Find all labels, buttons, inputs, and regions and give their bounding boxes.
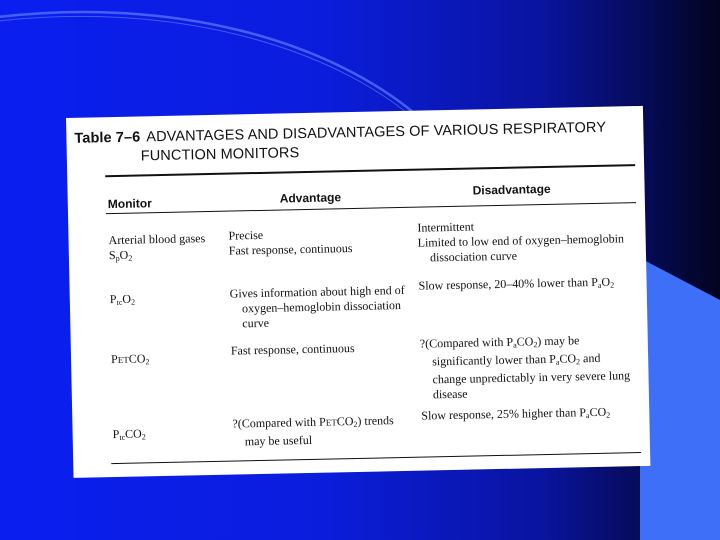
bottom-rule (111, 452, 641, 464)
top-rule (105, 164, 635, 177)
row1-advantage: Precise Fast response, continuous (228, 227, 353, 258)
decorative-arc-glow (0, 16, 418, 122)
disadvantage-ptco2: Slow response, 20–40% lower than $P_aO_2$ (418, 274, 615, 293)
row3-disadvantage: ?(Compared with $P_aCO_2$) may be significantly lower than $P_aCO_2$ and change unpredictably in very severe lung disease (419, 333, 631, 402)
row1-monitor (108, 231, 205, 266)
row2-monitor (110, 292, 136, 311)
decorative-arc (0, 12, 420, 118)
scanned-table-page (66, 106, 650, 478)
row3-advantage: Fast response, continuous (230, 341, 355, 358)
table-title-line1: ADVANTAGES AND DISADVANTAGES OF VARIOUS RESPIRATORY (146, 119, 607, 146)
row2-advantage: Gives information about high end of oxygen–hemoglobin dissociation curve (229, 282, 405, 331)
monitor-ptco2: $P_{tc}O_2$ (109, 291, 136, 307)
row2-disadvantage (418, 275, 614, 297)
row3-monitor (111, 351, 150, 370)
column-header-disadvantage: Disadvantage (472, 181, 551, 198)
table-number: Table 7–6 (74, 129, 141, 147)
table-title-line2: FUNCTION MONITORS (140, 145, 300, 165)
monitor-arterial-blood-gases: Arterial blood gases (108, 231, 206, 248)
table-title (74, 119, 607, 165)
row1-disadvantage: Intermittent Limited to low end of oxygen–hemoglobin dissociation curve (417, 219, 625, 265)
header-rule (106, 202, 636, 214)
monitor-petco2: $PETCO_2$ (110, 351, 150, 367)
monitor-spo2: $S_pO_2$ (108, 247, 133, 263)
column-header-advantage: Advantage (279, 190, 342, 206)
row4-advantage: ?(Compared with $PETCO_2$) trends may be useful (232, 413, 394, 449)
monitor-ptcco2: $P_{tc}CO_2$ (112, 426, 146, 442)
row4-monitor (112, 426, 146, 445)
column-header-monitor: Monitor (107, 196, 152, 212)
row4-disadvantage: Slow response, 25% higher than $P_aCO_2$ (421, 404, 611, 423)
decorative-right-panel (640, 258, 720, 540)
